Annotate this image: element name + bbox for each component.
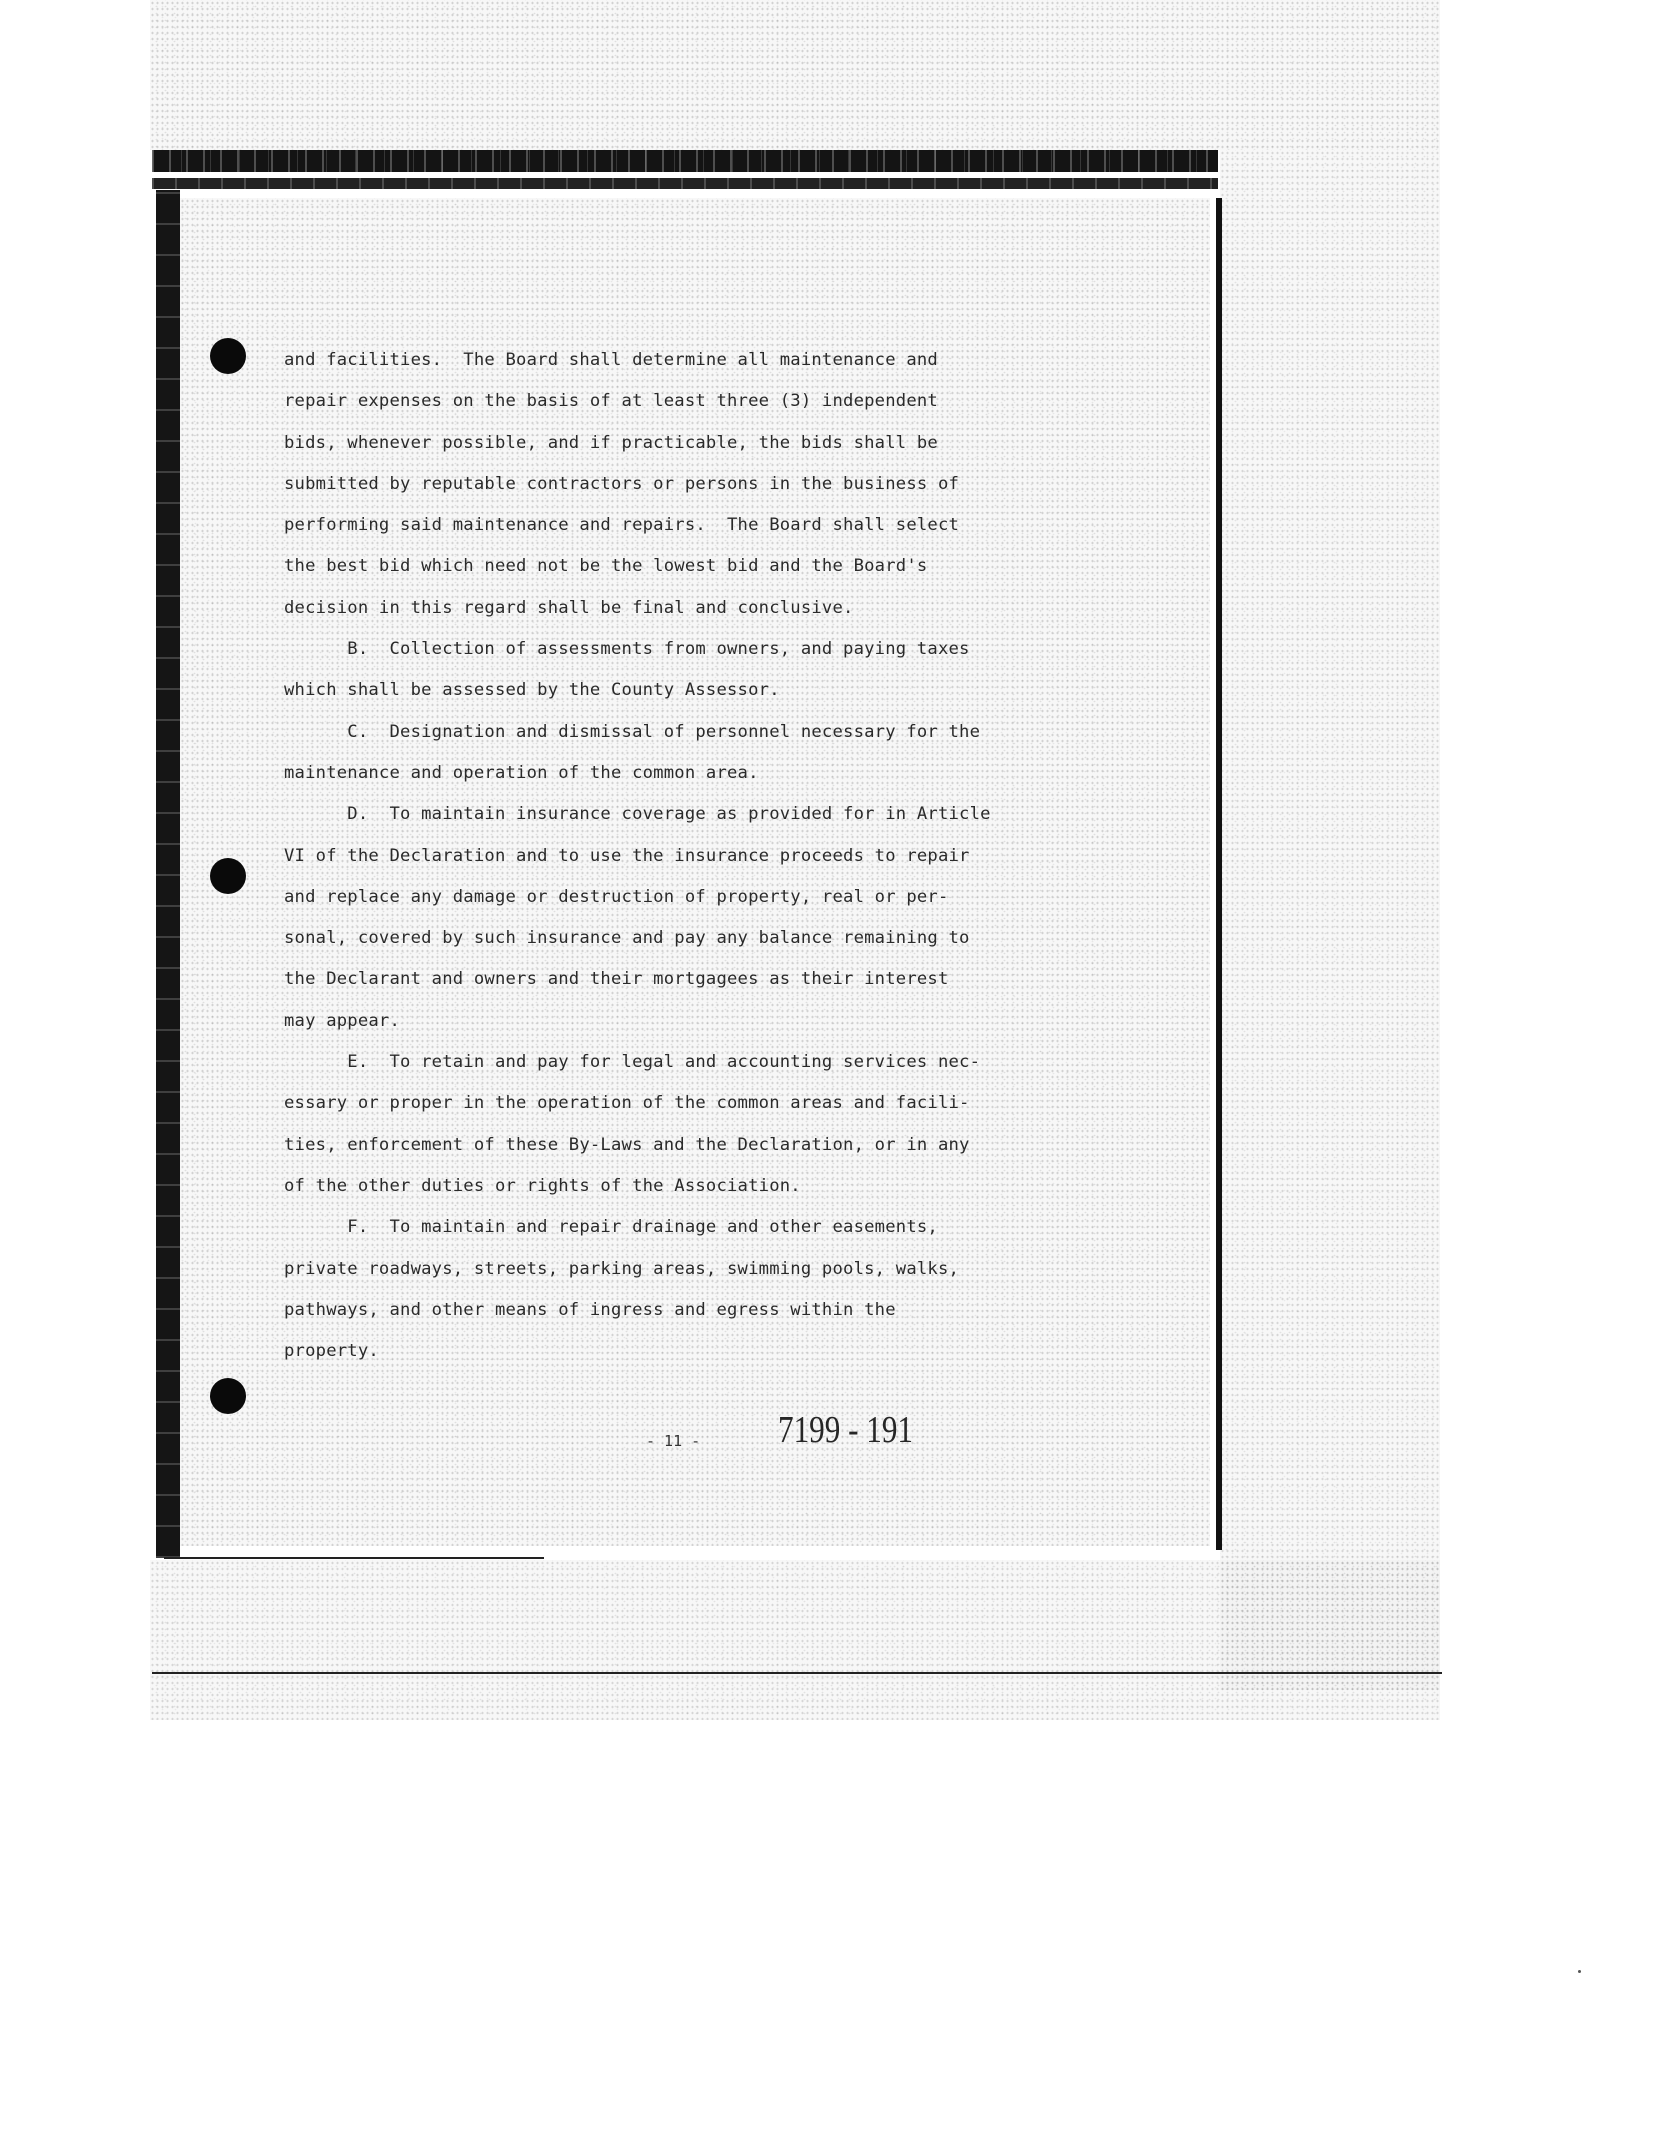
scan-artifact-dot [1578,1970,1581,1973]
body-text [284,340,1084,1372]
punch-hole [210,858,246,894]
text-line: B. Collection of assessments from owners, and paying taxes [284,639,970,660]
frame-top-bar [152,150,1218,172]
text-line: ties, enforcement of these By-Laws and the Declaration, or in any [284,1134,970,1155]
text-line: C. Designation and dismissal of personnel necessary for the [284,721,981,742]
text-line: repair expenses on the basis of at least three (3) independent [284,391,938,412]
text-line: pathways, and other means of ingress and egress within the [284,1299,896,1320]
page-bottom-rule [152,1672,1442,1674]
frame-left-bar [156,190,180,1558]
text-line: D. To maintain insurance coverage as provided for in Article [284,804,991,825]
page-number: - 11 - [646,1432,701,1450]
text-line: bids, whenever possible, and if practicable, the bids shall be [284,432,938,453]
frame-bottom-rule [164,1557,544,1559]
text-line: submitted by reputable contractors or persons in the business of [284,473,960,494]
frame-right-rule [1216,198,1222,1550]
text-line: the best bid which need not be the lowest bid and the Board's [284,556,928,577]
text-line: the Declarant and owners and their mortgagees as their interest [284,969,949,990]
text-line: and replace any damage or destruction of property, real or per- [284,886,949,907]
text-line: E. To retain and pay for legal and accounting services nec- [284,1052,981,1073]
text-line: and facilities. The Board shall determine all maintenance and [284,350,938,370]
text-line: essary or proper in the operation of the common areas and facili- [284,1093,970,1114]
punch-hole [210,1378,246,1414]
text-line: private roadways, streets, parking areas, swimming pools, walks, [284,1258,960,1279]
photocopy-noise-bottom [150,1560,1440,1720]
text-line: of the other duties or rights of the Association. [284,1175,801,1196]
text-line: performing said maintenance and repairs. The Board shall select [284,515,960,536]
frame-top-rule [152,178,1218,189]
text-line: which shall be assessed by the County Assessor. [284,680,780,701]
text-line: decision in this regard shall be final and conclusive. [284,597,854,618]
text-line: sonal, covered by such insurance and pay any balance remaining to [284,928,970,949]
punch-hole [210,338,246,374]
photocopy-noise-right [1220,150,1440,1690]
text-line: maintenance and operation of the common area. [284,762,759,783]
text-line: F. To maintain and repair drainage and other easements, [284,1217,938,1238]
text-line: VI of the Declaration and to use the insurance proceeds to repair [284,845,970,866]
photocopy-noise-top [150,0,1440,150]
recording-stamp: 7199 - 191 [778,1409,914,1451]
text-line: may appear. [284,1010,401,1031]
text-line: property. [284,1341,379,1362]
